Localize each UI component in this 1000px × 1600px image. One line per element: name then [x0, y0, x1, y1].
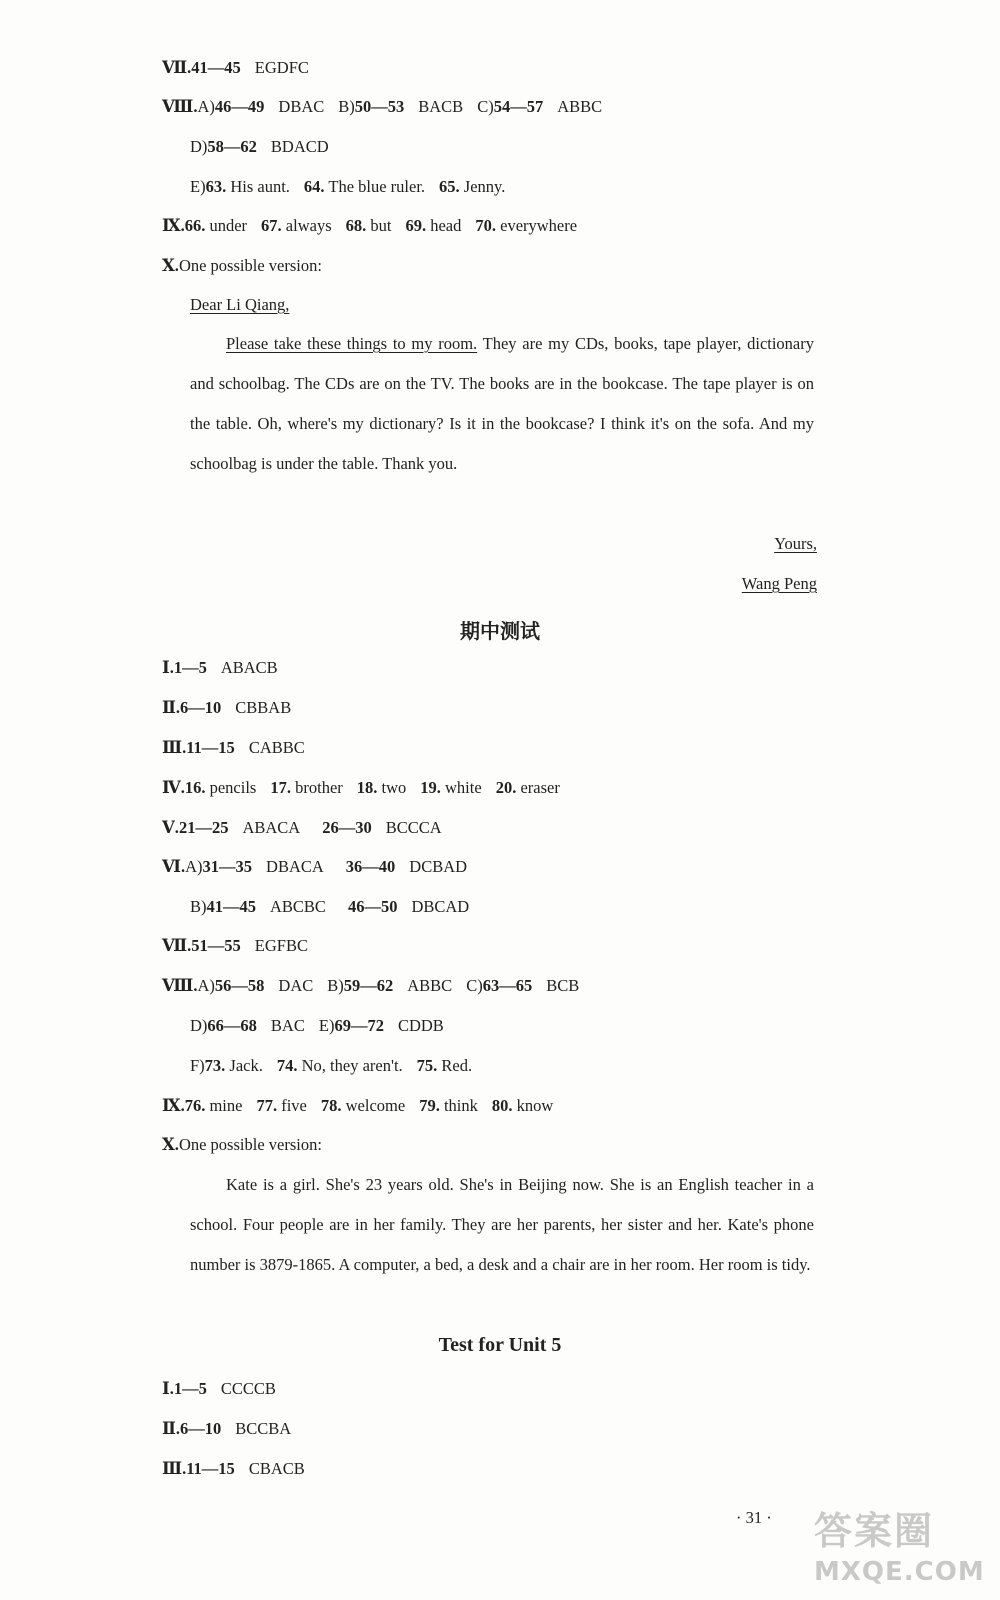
midterm-line-9: Ⅸ.76. mine 77. five 78. welcome 79. think 80. know — [162, 1096, 554, 1115]
midterm-line-7: Ⅶ.51—55 EGFBC — [162, 936, 308, 955]
midterm-line-8f: F)73. Jack. 74. No, they aren't. 75. Red. — [190, 1056, 473, 1075]
answer-line-8d: D)58—62 BDACD — [190, 137, 329, 156]
letter-body: Please take these things to my room. They are my CDs, books, tape player, dictionary and schoolbag. The CDs are on the TV. The books are in the bookcase. The tape player is on the table. Oh, where's my dictionary? Is it in the bookcase? I think it's on the sofa. And my schoolbag is under the table. Thank you. — [190, 334, 814, 473]
midterm-line-5: Ⅴ.21—25 ABACA 26—30 BCCCA — [162, 818, 442, 837]
watermark-logo: 答案圈 MXQE.COM — [814, 1509, 985, 1587]
midterm-line-6b: B)41—45 ABCBC 46—50 DBCAD — [190, 897, 470, 916]
midterm-essay: Kate is a girl. She's 23 years old. She's in Beijing now. She is an English teacher in a school. Four people are in her family. They are her parents, her sister and her. Kate's phone number is 3879-1865. A computer, a bed, a desk and a chair are in her room. Her room is tidy. — [190, 1175, 814, 1274]
answer-line-7: Ⅶ.41—45 EGDFC — [162, 58, 309, 77]
midterm-line-2: Ⅱ.6—10 CBBAB — [162, 698, 292, 717]
midterm-title: 期中测试 — [460, 619, 540, 643]
letter-greeting: Dear Li Qiang, — [190, 295, 290, 314]
midterm-line-10: Ⅹ.One possible version: — [162, 1135, 322, 1154]
midterm-line-8d: D)66—68 BAC E)69—72 CDDB — [190, 1016, 444, 1035]
midterm-line-1: Ⅰ.1—5 ABACB — [162, 658, 278, 677]
unit5-title: Test for Unit 5 — [438, 1334, 562, 1356]
unit5-line-2: Ⅱ.6—10 BCCBA — [162, 1419, 292, 1438]
page-number: · 31 · — [736, 1508, 772, 1527]
answer-line-9: Ⅸ.66. under 67. always 68. but 69. head 70. everywhere — [162, 216, 578, 235]
answer-line-8: Ⅷ.A)46—49 DBAC B)50—53 BACB C)54—57 ABBC — [162, 97, 603, 116]
midterm-line-4: Ⅳ.16. pencils 17. brother 18. two 19. white 20. eraser — [162, 778, 560, 797]
unit5-line-3: Ⅲ.11—15 CBACB — [162, 1459, 305, 1478]
unit5-line-1: Ⅰ.1—5 CCCCB — [162, 1379, 276, 1398]
midterm-line-6: Ⅵ.A)31—35 DBACA 36—40 DCBAD — [162, 857, 468, 876]
answer-line-8e: E)63. His aunt. 64. The blue ruler. 65. Jenny. — [190, 177, 506, 196]
answer-line-10: Ⅹ.One possible version: — [162, 256, 322, 275]
letter-signature: Wang Peng — [741, 574, 817, 593]
letter-closing: Yours, — [774, 534, 817, 553]
midterm-line-8: Ⅷ.A)56—58 DAC B)59—62 ABBC C)63—65 BCB — [162, 976, 580, 995]
midterm-line-3: Ⅲ.11—15 CABBC — [162, 738, 305, 757]
